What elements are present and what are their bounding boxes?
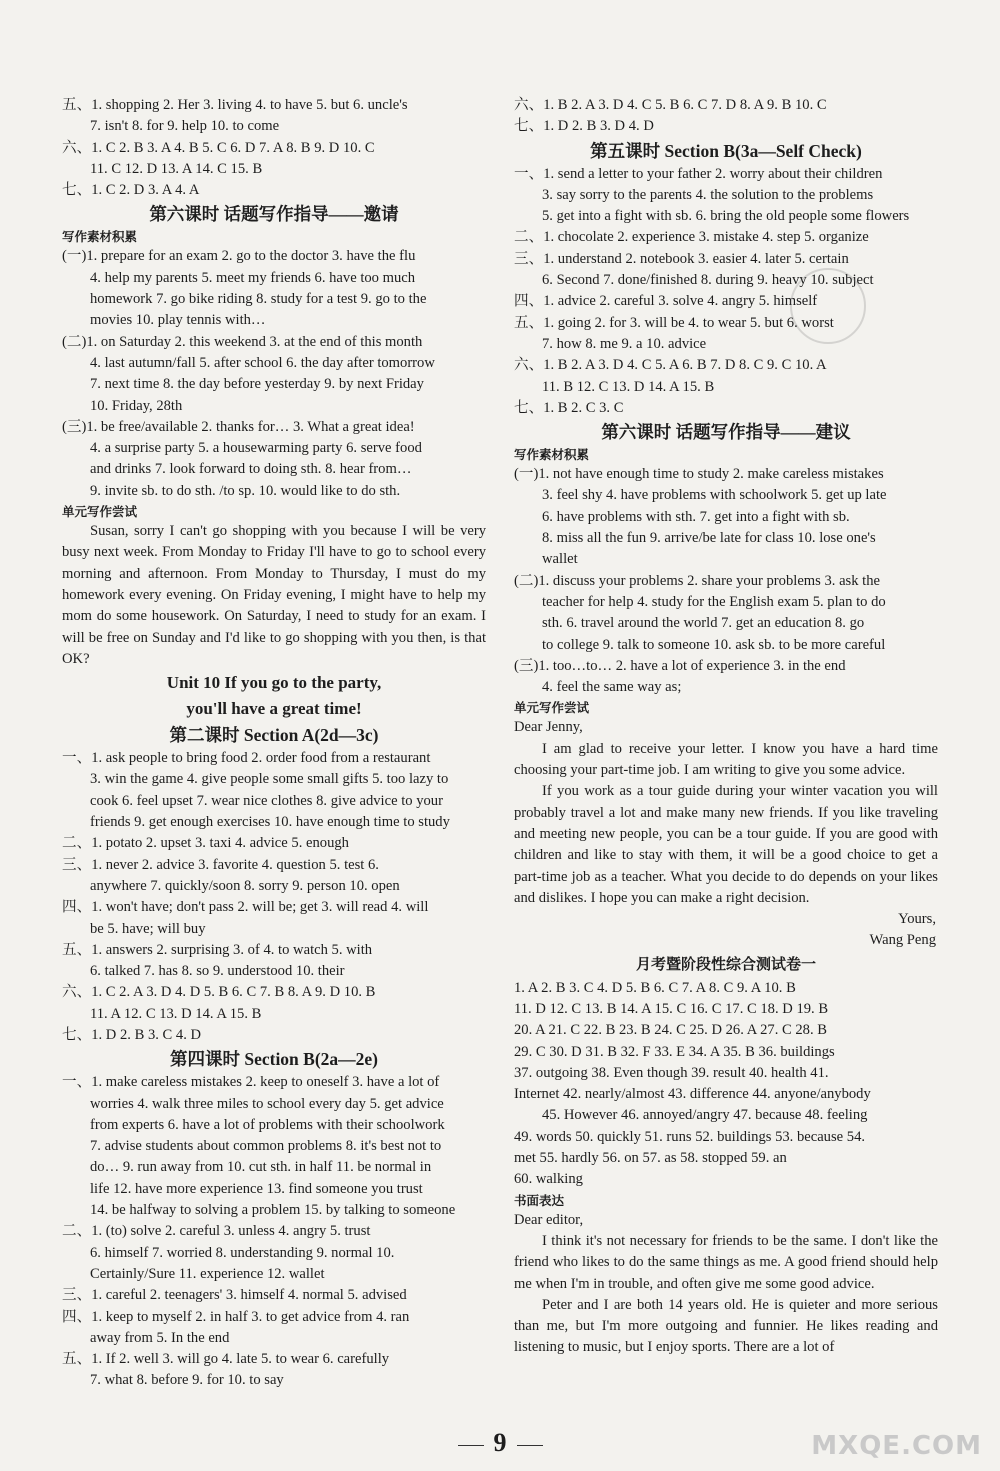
paragraph: I am glad to receive your letter. I know you have a hard time choosing your part-time job. I am writing to give you some advice.	[514, 740, 938, 779]
answer-line: 五、1. answers 2. surprising 3. of 4. to watch 5. with	[62, 941, 373, 958]
answer-line: 7. next time 8. the day before yesterday 9. by next Friday	[90, 376, 424, 393]
answer-line: friends 9. get enough exercises 10. have enough time to study	[90, 814, 450, 831]
answer-line: 六、1. C 2. B 3. A 4. B 5. C 6. D 7. A 8. B 9. D 10. C	[62, 139, 375, 156]
answer-line: 3. feel shy 4. have problems with schoolwork 5. get up late	[542, 487, 887, 504]
answer-line: to college 9. talk to someone 10. ask sb. to be more careful	[542, 636, 886, 653]
answer-line: Internet 42. nearly/almost 43. difference 44. anyone/anybody	[514, 1086, 871, 1103]
section-heading: 第六课时 话题写作指导——邀请	[149, 204, 399, 225]
answer-line: 一、1. make careless mistakes 2. keep to oneself 3. have a lot of	[62, 1074, 440, 1091]
section-heading: 第四课时 Section B(2a—2e)	[169, 1049, 379, 1070]
answer-line: 4. help my parents 5. meet my friends 6. have too much	[90, 269, 416, 286]
subheading: 写作素材积累	[62, 229, 138, 245]
dash-left	[458, 1445, 484, 1446]
answer-line: 六、1. C 2. A 3. D 4. D 5. B 6. C 7. B 8. A 9. D 10. B	[62, 984, 376, 1001]
answer-line: 四、1. advice 2. careful 3. solve 4. angry 5. himself	[514, 293, 818, 310]
answer-line: homework 7. go bike riding 8. study for a test 9. go to the	[90, 291, 427, 308]
answer-line: 6. Second 7. done/finished 8. during 9. heavy 10. subject	[542, 272, 874, 289]
page-number-text: 9	[493, 1428, 507, 1457]
answer-line: 七、1. C 2. D 3. A 4. A	[62, 182, 200, 199]
right-column	[514, 95, 938, 1359]
answer-line: 七、1. D 2. B 3. D 4. D	[514, 118, 654, 135]
answer-line: 6. talked 7. has 8. so 9. understood 10. their	[90, 963, 345, 980]
answer-line: (三)1. be free/available 2. thanks for… 3. What a great idea!	[62, 418, 415, 435]
answer-line: 五、1. If 2. well 3. will go 4. late 5. to wear 6. carefully	[62, 1351, 390, 1368]
answer-line: 一、1. send a letter to your father 2. worry about their children	[514, 165, 883, 182]
answer-line: 一、1. ask people to bring food 2. order food from a restaurant	[62, 750, 431, 767]
watermark-text: MXQE.COM	[811, 1431, 982, 1461]
answer-line: 6. himself 7. worried 8. understanding 9. normal 10.	[90, 1244, 395, 1261]
answer-line: teacher for help 4. study for the English exam 5. plan to do	[542, 593, 886, 610]
test-heading: 月考暨阶段性综合测试卷一	[635, 956, 816, 973]
answer-line: (一)1. prepare for an exam 2. go to the doctor 3. have the flu	[62, 248, 416, 265]
paragraph: Peter and I are both 14 years old. He is quieter and more serious than me, but I'm more outgoing and funnier. He likes reading and listening to music, but I enjoy sports. There are a lot of	[514, 1296, 938, 1356]
answer-line: 11. D 12. C 13. B 14. A 15. C 16. C 17. C 18. D 19. B	[514, 1000, 829, 1017]
answer-line: 4. a surprise party 5. a housewarming party 6. serve food	[90, 440, 422, 457]
unit-title: you'll have a great time!	[186, 699, 362, 719]
answer-line: 37. outgoing 38. Even though 39. result 40. health 41.	[514, 1064, 829, 1081]
answer-line: (二)1. on Saturday 2. this weekend 3. at the end of this month	[62, 333, 423, 350]
answer-line: 4. last autumn/fall 5. after school 6. the day after tomorrow	[90, 354, 435, 371]
answer-line: 7. advise students about common problems 8. it's best not to	[90, 1138, 442, 1155]
paragraph: I think it's not necessary for friends to be the same. I don't like the friend who likes to do the same things as me. A good friend should help me when I'm in trouble, and often give me some good advice.	[514, 1232, 938, 1292]
answer-line: movies 10. play tennis with…	[90, 312, 266, 329]
answer-line: 七、1. B 2. C 3. C	[514, 399, 624, 416]
answer-line: 二、1. potato 2. upset 3. taxi 4. advice 5. enough	[62, 835, 349, 852]
section-heading: 第六课时 话题写作指导——建议	[601, 422, 851, 443]
answer-line: 6. have problems with sth. 7. get into a fight with sb.	[542, 508, 850, 525]
subheading: 单元写作尝试	[62, 504, 138, 520]
answer-line: 二、1. chocolate 2. experience 3. mistake 4. step 5. organize	[514, 229, 869, 246]
answer-line: 四、1. won't have; don't pass 2. will be; get 3. will read 4. will	[62, 899, 429, 916]
unit-title: Unit 10 If you go to the party,	[166, 673, 382, 693]
answer-line: worries 4. walk three miles to school every day 5. get advice	[90, 1095, 444, 1112]
answer-line: Dear editor,	[514, 1211, 584, 1228]
answer-line: 五、1. going 2. for 3. will be 4. to wear 5. but 6. worst	[514, 314, 834, 331]
signature-line: Yours,	[898, 911, 936, 928]
answer-line: 三、1. understand 2. notebook 3. easier 4. later 5. certain	[514, 250, 849, 267]
subheading: 书面表达	[514, 1192, 565, 1208]
answer-line: anywhere 7. quickly/soon 8. sorry 9. person 10. open	[90, 877, 400, 894]
answer-line: Certainly/Sure 11. experience 12. wallet	[90, 1265, 325, 1282]
answer-line: 20. A 21. C 22. B 23. B 24. C 25. D 26. A 27. C 28. B	[514, 1022, 828, 1039]
answer-line: 7. isn't 8. for 9. help 10. to come	[90, 118, 280, 135]
answer-line: 10. Friday, 28th	[90, 397, 183, 414]
answer-line: 四、1. keep to myself 2. in half 3. to get advice from 4. ran	[62, 1308, 410, 1325]
answer-line: 11. B 12. C 13. D 14. A 15. B	[542, 378, 715, 395]
answer-line: (二)1. discuss your problems 2. share your problems 3. ask the	[514, 572, 880, 589]
answer-line: 1. A 2. B 3. C 4. D 5. B 6. C 7. A 8. C 9. A 10. B	[514, 979, 796, 996]
answer-line: 七、1. D 2. B 3. C 4. D	[62, 1026, 202, 1043]
answer-line: 8. miss all the fun 9. arrive/be late for class 10. lose one's	[542, 530, 876, 547]
answer-line: 14. be halfway to solving a problem 15. by talking to someone	[90, 1202, 456, 1219]
answer-line: 五、1. shopping 2. Her 3. living 4. to have 5. but 6. uncle's	[62, 97, 408, 113]
answer-line: and drinks 7. look forward to doing sth. 8. hear from…	[90, 461, 412, 478]
answer-line: away from 5. In the end	[90, 1329, 230, 1346]
answer-line: life 12. have more experience 13. find someone you trust	[90, 1180, 423, 1197]
answer-line: 二、1. (to) solve 2. careful 3. unless 4. angry 5. trust	[62, 1223, 371, 1240]
subheading: 单元写作尝试	[514, 700, 590, 716]
answer-line: be 5. have; will buy	[90, 920, 206, 937]
answer-line: 三、1. never 2. advice 3. favorite 4. question 5. test 6.	[62, 856, 379, 873]
answer-line: 7. how 8. me 9. a 10. advice	[542, 335, 707, 352]
answer-line: cook 6. feel upset 7. wear nice clothes 8. give advice to your	[90, 792, 443, 809]
subheading: 写作素材积累	[514, 447, 590, 463]
answer-line: (一)1. not have enough time to study 2. make careless mistakes	[514, 466, 884, 483]
answer-line: 60. walking	[514, 1171, 583, 1188]
answer-line: do… 9. run away from 10. cut sth. in half 11. be normal in	[90, 1159, 432, 1176]
answer-line: from experts 6. have a lot of problems with their schoolwork	[90, 1116, 445, 1133]
answer-line: 7. what 8. before 9. for 10. to say	[90, 1372, 284, 1389]
answer-line: wallet	[542, 551, 578, 568]
answer-line: 三、1. careful 2. teenagers' 3. himself 4. normal 5. advised	[62, 1287, 407, 1304]
paragraph: Susan, sorry I can't go shopping with you because I will be very busy next week. From Monday to Friday I'll have to go to school every morning and afternoon. From Monday to Thursday, I must do my homework every evening. On Friday evening, I might have to help my mom do some housework. On Saturday, I need to study for an exam. I will be free on Sunday and I'd like to go shopping with you then, is that OK?	[62, 523, 486, 667]
section-heading: 第二课时 Section A(2d—3c)	[169, 725, 379, 746]
left-column	[62, 95, 486, 1392]
answer-line: 3. say sorry to the parents 4. the solution to the problems	[542, 186, 874, 203]
answer-line: Dear Jenny,	[514, 719, 583, 736]
watermark-stamp-top	[790, 268, 866, 344]
answer-line: 29. C 30. D 31. B 32. F 33. E 34. A 35. B 36. buildings	[514, 1043, 835, 1060]
answer-line: sth. 6. travel around the world 7. get an education 8. go	[542, 615, 865, 632]
answer-line: 49. words 50. quickly 51. runs 52. buildings 53. because 54.	[514, 1128, 866, 1145]
answer-line: 4. feel the same way as;	[542, 679, 682, 696]
answer-line: 9. invite sb. to do sth. /to sp. 10. would like to do sth.	[90, 482, 401, 499]
answer-line: 11. C 12. D 13. A 14. C 15. B	[90, 160, 263, 177]
answer-line: 3. win the game 4. give people some small gifts 5. too lazy to	[90, 771, 449, 788]
answer-line: 5. get into a fight with sb. 6. bring the old people some flowers	[542, 208, 910, 225]
paragraph: If you work as a tour guide during your winter vacation you will probably travel a lot and make many new friends. If you like traveling and meeting new people, you can be a tour guide. If you are good with children and like to stay with them, it will be a good choice to get a part-time job as a teacher. What you decide to do depends on your likes and dislikes. I hope you can make a right decision.	[514, 783, 938, 906]
answer-line: 六、1. B 2. A 3. D 4. C 5. B 6. C 7. D 8. A 9. B 10. C	[514, 97, 827, 113]
answer-line: (三)1. too…to… 2. have a lot of experience 3. in the end	[514, 657, 846, 674]
dash-right	[517, 1445, 543, 1446]
answer-line: 45. However 46. annoyed/angry 47. because 48. feeling	[542, 1107, 868, 1124]
answer-line: met 55. hardly 56. on 57. as 58. stopped 59. an	[514, 1150, 787, 1167]
answer-line: 11. A 12. C 13. D 14. A 15. B	[90, 1005, 262, 1022]
section-heading: 第五课时 Section B(3a—Self Check)	[590, 140, 862, 161]
answer-line: 六、1. B 2. A 3. D 4. C 5. A 6. B 7. D 8. C 9. C 10. A	[514, 357, 827, 374]
signature-line: Wang Peng	[869, 932, 936, 949]
